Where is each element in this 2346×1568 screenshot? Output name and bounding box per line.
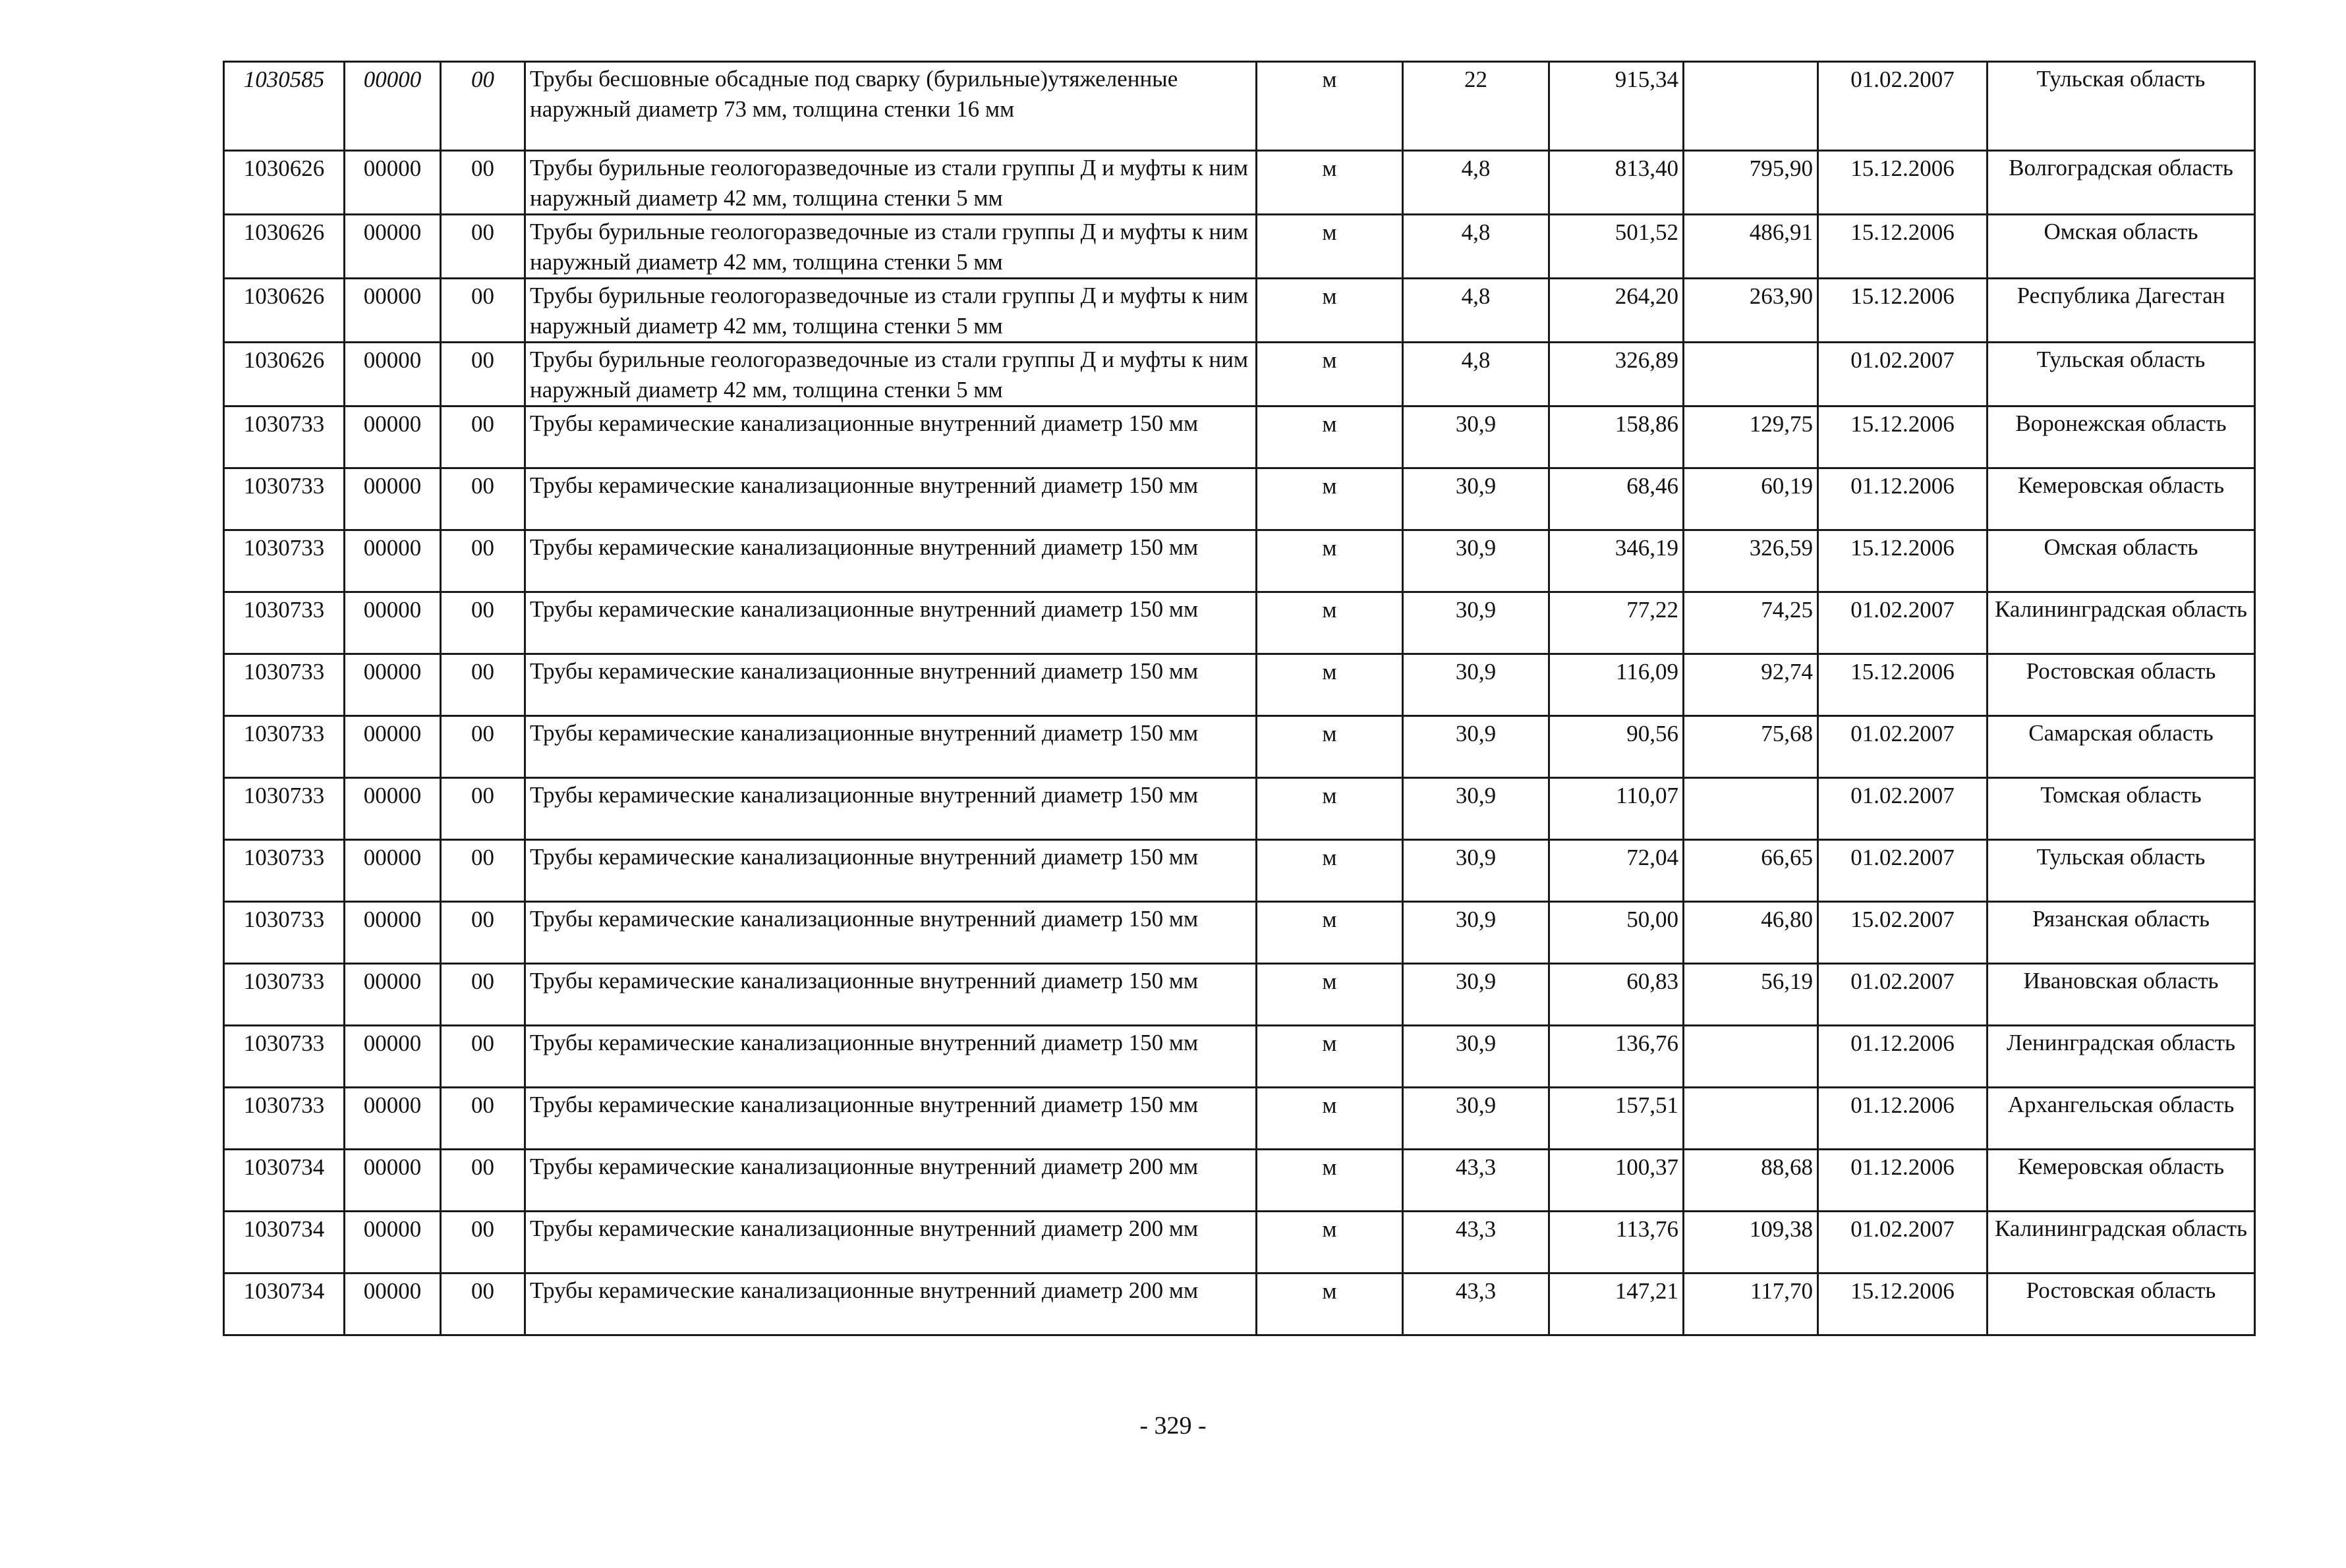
cell-code: 1030585 (224, 62, 345, 151)
table-row (224, 778, 2255, 840)
cell-region: Калининградская область (1988, 592, 2255, 654)
cell-subcode: 00000 (345, 343, 441, 406)
cell-price: 72,04 (1549, 840, 1684, 902)
cell-subcode: 00000 (345, 406, 441, 468)
cell-subcode: 00000 (345, 215, 441, 279)
cell-region: Ивановская область (1988, 964, 2255, 1026)
cell-code: 1030733 (224, 654, 345, 716)
cell-subcode: 00000 (345, 1212, 441, 1274)
cell-code: 1030733 (224, 778, 345, 840)
cell-unit: м (1257, 1026, 1403, 1088)
cell-name: Трубы бурильные геологоразведочные из стали группы Д и муфты к ним наружный диаметр 42 мм, толщина стенки 5 мм (525, 279, 1257, 343)
cell-subcode: 00000 (345, 1274, 441, 1335)
cell-date: 15.12.2006 (1818, 530, 1988, 592)
cell-price: 90,56 (1549, 716, 1684, 778)
cell-name: Трубы бурильные геологоразведочные из стали группы Д и муфты к ним наружный диаметр 42 мм, толщина стенки 5 мм (525, 215, 1257, 279)
cell-quantity: 22 (1403, 62, 1549, 151)
cell-date: 15.12.2006 (1818, 406, 1988, 468)
cell-unit: м (1257, 1212, 1403, 1274)
cell-date: 15.12.2006 (1818, 1274, 1988, 1335)
cell-quantity: 30,9 (1403, 406, 1549, 468)
cell-price: 158,86 (1549, 406, 1684, 468)
cell-version: 00 (441, 1150, 525, 1212)
cell-price: 113,76 (1549, 1212, 1684, 1274)
cell-version: 00 (441, 530, 525, 592)
cell-code: 1030733 (224, 964, 345, 1026)
cell-quantity: 43,3 (1403, 1274, 1549, 1335)
cell-code: 1030626 (224, 279, 345, 343)
cell-quantity: 30,9 (1403, 468, 1549, 530)
cell-price: 50,00 (1549, 902, 1684, 964)
table-row (224, 279, 2255, 343)
cell-version: 00 (441, 592, 525, 654)
cell-name: Трубы керамические канализационные внутренний диаметр 150 мм (525, 654, 1257, 716)
cell-version: 00 (441, 716, 525, 778)
cell-subcode: 00000 (345, 716, 441, 778)
cell-unit: м (1257, 215, 1403, 279)
cell-quantity: 30,9 (1403, 964, 1549, 1026)
cell-quantity: 30,9 (1403, 530, 1549, 592)
cell-unit: м (1257, 964, 1403, 1026)
cell-version: 00 (441, 902, 525, 964)
cell-code: 1030733 (224, 1088, 345, 1150)
cell-date: 01.02.2007 (1818, 343, 1988, 406)
cell-version: 00 (441, 1274, 525, 1335)
cell-region: Ростовская область (1988, 654, 2255, 716)
cell-price-alt: 795,90 (1684, 151, 1818, 215)
cell-date: 01.12.2006 (1818, 1026, 1988, 1088)
cell-unit: м (1257, 343, 1403, 406)
cell-unit: м (1257, 716, 1403, 778)
cell-subcode: 00000 (345, 279, 441, 343)
cell-region: Рязанская область (1988, 902, 2255, 964)
cell-price: 346,19 (1549, 530, 1684, 592)
cell-date: 15.12.2006 (1818, 215, 1988, 279)
cell-date: 01.02.2007 (1818, 62, 1988, 151)
cell-price-alt: 46,80 (1684, 902, 1818, 964)
table-row (224, 530, 2255, 592)
cell-price-alt (1684, 1026, 1818, 1088)
table-row (224, 1274, 2255, 1335)
cell-price: 915,34 (1549, 62, 1684, 151)
cell-code: 1030733 (224, 592, 345, 654)
cell-price-alt: 75,68 (1684, 716, 1818, 778)
cell-quantity: 30,9 (1403, 1088, 1549, 1150)
cell-quantity: 43,3 (1403, 1212, 1549, 1274)
cell-price: 68,46 (1549, 468, 1684, 530)
table-row (224, 902, 2255, 964)
cell-price-alt (1684, 778, 1818, 840)
cell-price-alt: 486,91 (1684, 215, 1818, 279)
cell-subcode: 00000 (345, 1088, 441, 1150)
table-row (224, 654, 2255, 716)
cell-version: 00 (441, 279, 525, 343)
cell-code: 1030626 (224, 343, 345, 406)
table-row (224, 964, 2255, 1026)
cell-version: 00 (441, 1212, 525, 1274)
cell-date: 15.02.2007 (1818, 902, 1988, 964)
cell-subcode: 00000 (345, 62, 441, 151)
cell-price-alt: 326,59 (1684, 530, 1818, 592)
cell-price-alt: 92,74 (1684, 654, 1818, 716)
cell-name: Трубы керамические канализационные внутренний диаметр 150 мм (525, 1026, 1257, 1088)
cell-price-alt (1684, 1088, 1818, 1150)
cell-price: 326,89 (1549, 343, 1684, 406)
cell-name: Трубы керамические канализационные внутренний диаметр 200 мм (525, 1150, 1257, 1212)
page-number: - 329 - (1139, 1412, 1207, 1440)
cell-price-alt: 109,38 (1684, 1212, 1818, 1274)
cell-subcode: 00000 (345, 1026, 441, 1088)
cell-subcode: 00000 (345, 592, 441, 654)
cell-quantity: 4,8 (1403, 343, 1549, 406)
cell-region: Кемеровская область (1988, 1150, 2255, 1212)
cell-region: Воронежская область (1988, 406, 2255, 468)
cell-region: Томская область (1988, 778, 2255, 840)
cell-date: 01.12.2006 (1818, 468, 1988, 530)
cell-price: 110,07 (1549, 778, 1684, 840)
cell-unit: м (1257, 592, 1403, 654)
cell-region: Архангельская область (1988, 1088, 2255, 1150)
cell-version: 00 (441, 406, 525, 468)
cell-price: 813,40 (1549, 151, 1684, 215)
cell-name: Трубы керамические канализационные внутренний диаметр 150 мм (525, 530, 1257, 592)
cell-subcode: 00000 (345, 902, 441, 964)
cell-date: 15.12.2006 (1818, 654, 1988, 716)
cell-date: 01.12.2006 (1818, 1088, 1988, 1150)
cell-date: 01.02.2007 (1818, 840, 1988, 902)
cell-unit: м (1257, 902, 1403, 964)
table-row (224, 406, 2255, 468)
cell-price: 100,37 (1549, 1150, 1684, 1212)
cell-price-alt (1684, 343, 1818, 406)
cell-price: 264,20 (1549, 279, 1684, 343)
cell-code: 1030733 (224, 1026, 345, 1088)
cell-quantity: 43,3 (1403, 1150, 1549, 1212)
cell-code: 1030734 (224, 1212, 345, 1274)
cell-version: 00 (441, 964, 525, 1026)
cell-date: 01.02.2007 (1818, 778, 1988, 840)
cell-unit: м (1257, 468, 1403, 530)
cell-code: 1030733 (224, 406, 345, 468)
cell-code: 1030733 (224, 716, 345, 778)
cell-code: 1030734 (224, 1274, 345, 1335)
cell-quantity: 30,9 (1403, 716, 1549, 778)
table-row (224, 468, 2255, 530)
table-row (224, 1088, 2255, 1150)
table-row (224, 343, 2255, 406)
table-row (224, 62, 2255, 151)
cell-region: Кемеровская область (1988, 468, 2255, 530)
cell-region: Республика Дагестан (1988, 279, 2255, 343)
table-row (224, 716, 2255, 778)
cell-subcode: 00000 (345, 1150, 441, 1212)
cell-price-alt: 74,25 (1684, 592, 1818, 654)
cell-date: 01.12.2006 (1818, 1150, 1988, 1212)
cell-version: 00 (441, 1088, 525, 1150)
cell-price-alt: 88,68 (1684, 1150, 1818, 1212)
cell-subcode: 00000 (345, 840, 441, 902)
cell-price: 136,76 (1549, 1026, 1684, 1088)
cell-version: 00 (441, 151, 525, 215)
cell-subcode: 00000 (345, 654, 441, 716)
cell-region: Тульская область (1988, 343, 2255, 406)
cell-region: Волгоградская область (1988, 151, 2255, 215)
cell-code: 1030626 (224, 151, 345, 215)
cell-name: Трубы бурильные геологоразведочные из стали группы Д и муфты к ним наружный диаметр 42 мм, толщина стенки 5 мм (525, 343, 1257, 406)
cell-unit: м (1257, 279, 1403, 343)
cell-name: Трубы керамические канализационные внутренний диаметр 150 мм (525, 468, 1257, 530)
cell-code: 1030733 (224, 530, 345, 592)
cell-date: 01.02.2007 (1818, 1212, 1988, 1274)
cell-version: 00 (441, 468, 525, 530)
cell-subcode: 00000 (345, 964, 441, 1026)
table-row (224, 1026, 2255, 1088)
cell-quantity: 30,9 (1403, 592, 1549, 654)
cell-date: 01.02.2007 (1818, 716, 1988, 778)
cell-name: Трубы керамические канализационные внутренний диаметр 150 мм (525, 964, 1257, 1026)
cell-region: Ростовская область (1988, 1274, 2255, 1335)
cell-region: Ленинградская область (1988, 1026, 2255, 1088)
price-table-container (223, 61, 2254, 1336)
cell-region: Тульская область (1988, 62, 2255, 151)
cell-date: 01.02.2007 (1818, 592, 1988, 654)
cell-price-alt: 56,19 (1684, 964, 1818, 1026)
cell-version: 00 (441, 1026, 525, 1088)
cell-version: 00 (441, 778, 525, 840)
cell-quantity: 30,9 (1403, 654, 1549, 716)
cell-region: Омская область (1988, 215, 2255, 279)
cell-code: 1030626 (224, 215, 345, 279)
cell-quantity: 30,9 (1403, 840, 1549, 902)
cell-subcode: 00000 (345, 468, 441, 530)
table-row (224, 1212, 2255, 1274)
cell-price-alt: 60,19 (1684, 468, 1818, 530)
price-table (223, 61, 2256, 1336)
cell-unit: м (1257, 654, 1403, 716)
table-row (224, 592, 2255, 654)
cell-name: Трубы керамические канализационные внутренний диаметр 150 мм (525, 840, 1257, 902)
cell-region: Калининградская область (1988, 1212, 2255, 1274)
cell-name: Трубы керамические канализационные внутренний диаметр 150 мм (525, 716, 1257, 778)
cell-date: 15.12.2006 (1818, 279, 1988, 343)
cell-unit: м (1257, 406, 1403, 468)
cell-code: 1030733 (224, 902, 345, 964)
cell-unit: м (1257, 1088, 1403, 1150)
cell-name: Трубы керамические канализационные внутренний диаметр 150 мм (525, 902, 1257, 964)
cell-price: 157,51 (1549, 1088, 1684, 1150)
cell-name: Трубы керамические канализационные внутренний диаметр 150 мм (525, 1088, 1257, 1150)
cell-name: Трубы керамические канализационные внутренний диаметр 200 мм (525, 1274, 1257, 1335)
cell-unit: м (1257, 840, 1403, 902)
table-row (224, 1150, 2255, 1212)
cell-subcode: 00000 (345, 151, 441, 215)
cell-version: 00 (441, 215, 525, 279)
cell-code: 1030733 (224, 468, 345, 530)
table-body (224, 62, 2255, 1335)
cell-unit: м (1257, 778, 1403, 840)
cell-name: Трубы бесшовные обсадные под сварку (бурильные)утяжеленные наружный диаметр 73 мм, толщина стенки 16 мм (525, 62, 1257, 151)
cell-price-alt: 66,65 (1684, 840, 1818, 902)
cell-name: Трубы керамические канализационные внутренний диаметр 150 мм (525, 592, 1257, 654)
cell-code: 1030734 (224, 1150, 345, 1212)
cell-quantity: 4,8 (1403, 279, 1549, 343)
cell-quantity: 30,9 (1403, 902, 1549, 964)
cell-subcode: 00000 (345, 778, 441, 840)
table-row (224, 215, 2255, 279)
cell-unit: м (1257, 62, 1403, 151)
cell-price: 116,09 (1549, 654, 1684, 716)
cell-subcode: 00000 (345, 530, 441, 592)
cell-version: 00 (441, 62, 525, 151)
cell-region: Самарская область (1988, 716, 2255, 778)
cell-price: 77,22 (1549, 592, 1684, 654)
cell-date: 01.02.2007 (1818, 964, 1988, 1026)
table-row (224, 151, 2255, 215)
cell-unit: м (1257, 530, 1403, 592)
cell-version: 00 (441, 840, 525, 902)
cell-version: 00 (441, 343, 525, 406)
cell-unit: м (1257, 1274, 1403, 1335)
cell-price: 60,83 (1549, 964, 1684, 1026)
cell-price-alt: 263,90 (1684, 279, 1818, 343)
cell-quantity: 4,8 (1403, 215, 1549, 279)
cell-name: Трубы керамические канализационные внутренний диаметр 150 мм (525, 778, 1257, 840)
cell-unit: м (1257, 151, 1403, 215)
cell-region: Омская область (1988, 530, 2255, 592)
cell-quantity: 4,8 (1403, 151, 1549, 215)
cell-price: 147,21 (1549, 1274, 1684, 1335)
cell-code: 1030733 (224, 840, 345, 902)
cell-name: Трубы бурильные геологоразведочные из стали группы Д и муфты к ним наружный диаметр 42 мм, толщина стенки 5 мм (525, 151, 1257, 215)
cell-price: 501,52 (1549, 215, 1684, 279)
cell-date: 15.12.2006 (1818, 151, 1988, 215)
cell-version: 00 (441, 654, 525, 716)
cell-name: Трубы керамические канализационные внутренний диаметр 200 мм (525, 1212, 1257, 1274)
cell-name: Трубы керамические канализационные внутренний диаметр 150 мм (525, 406, 1257, 468)
table-row (224, 840, 2255, 902)
cell-price-alt (1684, 62, 1818, 151)
cell-price-alt: 117,70 (1684, 1274, 1818, 1335)
cell-quantity: 30,9 (1403, 778, 1549, 840)
cell-unit: м (1257, 1150, 1403, 1212)
cell-quantity: 30,9 (1403, 1026, 1549, 1088)
cell-region: Тульская область (1988, 840, 2255, 902)
cell-price-alt: 129,75 (1684, 406, 1818, 468)
